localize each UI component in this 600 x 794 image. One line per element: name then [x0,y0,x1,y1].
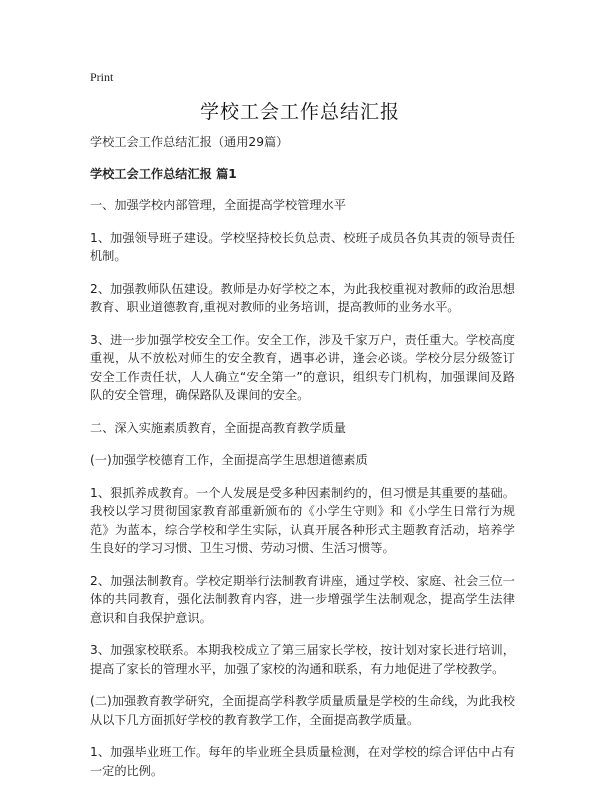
page-title: 学校工会工作总结汇报 [199,101,400,123]
print-link[interactable]: Print [90,70,114,84]
document-body [90,133,515,794]
paragraph-subheading-1: (一)加强学校德育工作，全面提高学生思想道德素质 [90,453,368,467]
paragraph-heading-1: 一、加强学校内部管理，全面提高学校管理水平 [90,198,346,212]
paragraph: 3、加强家校联系。本期我校成立了第三届家长学校，按计划对家长进行培训，提高了家长的管理水平，加强了家校的沟通和联系，有力地促进了学校教学。 [90,643,515,676]
paragraph-subheading-2: (二)加强教育教学研究，全面提高学科教学质量质量是学校的生命线，为此我校从以下几方面抓好学校的教育教学工作，全面提高教学质量。 [90,694,515,727]
paragraph: 3、进一步加强学校安全工作。安全工作，涉及千家万户，责任重大。学校高度重视，从不放松对师生的安全教育，遇事必讲，逢会必谈。学校分层分级签订安全工作责任状，人人确立“安全第一”的意识，组织专门机构，加强课间及路队的安全管理，确保路队及课间的安全。 [90,332,515,402]
paragraph: 1、加强领导班子建设。学校坚持校长负总责、校班子成员各负其责的领导责任机制。 [90,230,515,263]
paragraph: 2、加强教师队伍建设。教师是办好学校之本，为此我校重视对教师的政治思想教育、职业道德教育,重视对教师的业务培训，提高教师的业务水平。 [90,281,515,314]
paragraph: 1、加强毕业班工作。每年的毕业班全县质量检测，在对学校的综合评估中占有一定的比例。 [90,745,515,778]
paragraph: 2、加强法制教育。学校定期举行法制教育讲座，通过学校、家庭、社会三位一体的共同教育，强化法制教育内容，进一步增强学生法制观念，提高学生法律意识和自我保护意识。 [90,573,515,625]
document-subtitle: 学校工会工作总结汇报（通用29篇） [90,135,289,149]
paragraph-heading-2: 二、深入实施素质教育，全面提高教育教学质量 [90,420,346,435]
paragraph: 1、狠抓养成教育。一个人发展是受多种因素制约的，但习惯是其重要的基础。我校以学习贯彻国家教育部重新颁布的《小学生守则》和《小学生日常行为规范》为蓝本，综合学校和学生实际，认真开展各种形式主题教育活动，培养学生良好的学习习惯、卫生习惯、劳动习惯、生活习惯等。 [90,485,515,555]
section-heading: 学校工会工作总结汇报 篇1 [90,166,237,181]
